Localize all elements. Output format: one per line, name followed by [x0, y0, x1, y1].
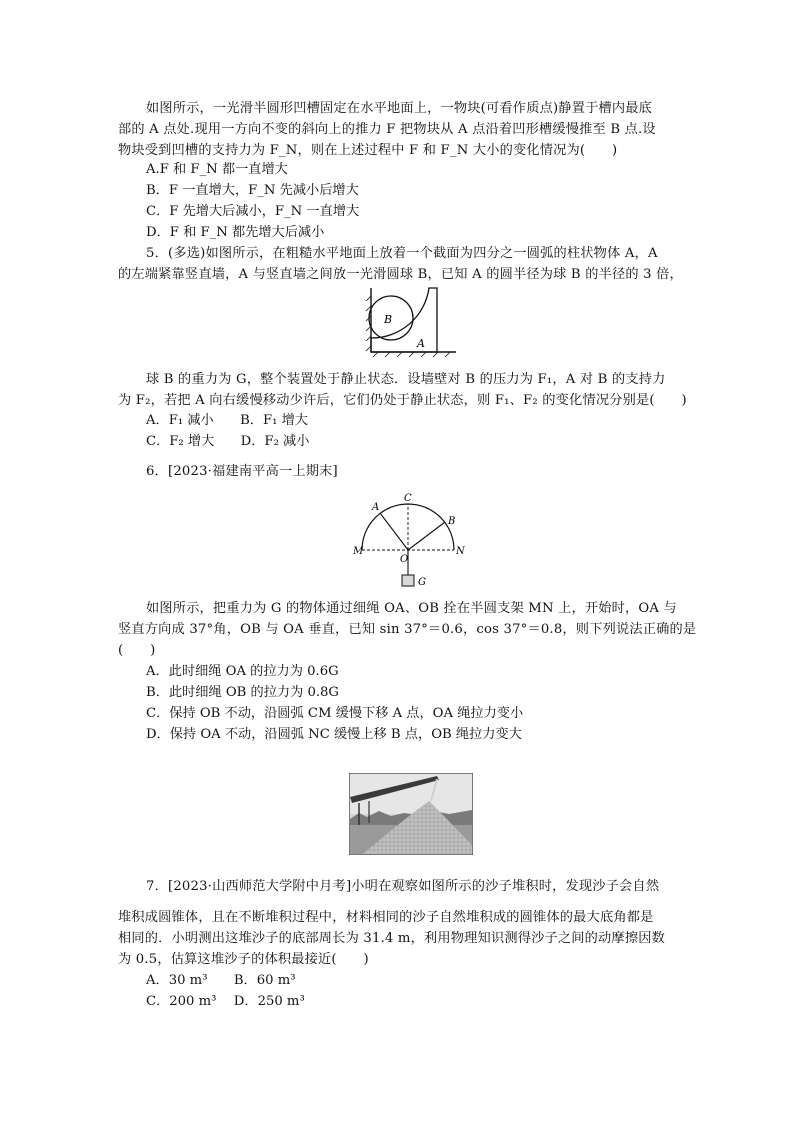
q6-line-2: 竖直方向成 37°角，OB 与 OA 垂直，已知 sin 37°＝0.6，cos 37°＝0.8，则下列说法正确的是 [118, 622, 697, 637]
q7-options-row-2: C．200 m³ D．250 m³ [146, 994, 305, 1009]
q7-line-1: 7．[2023·山西师范大学附中月考]小明在观察如图所示的沙子堆积时，发现沙子会自然 [146, 879, 660, 894]
q5-line-2: 的左端紧靠竖直墙，A 与竖直墙之间放一光滑圆球 B，已知 A 的圆半径为球 B 的半径的 3 倍， [118, 267, 683, 282]
q6-header: 6．[2023·福建南平高一上期末] [146, 464, 338, 479]
q5-options-row-1: A．F₁ 减小 B．F₁ 增大 [146, 413, 308, 428]
q6-option-b: B．此时细绳 OB 的拉力为 0.8G [146, 685, 339, 700]
rope-ob [408, 522, 445, 550]
q6-option-a: A．此时细绳 OA 的拉力为 0.6G [146, 664, 339, 679]
weight-g-label: G [418, 577, 426, 588]
q4-line-3: 物块受到凹槽的支持力为 F_N，则在上述过程中 F 和 F_N 大小的变化情况为( ) [118, 143, 618, 158]
block-a-label: A [417, 337, 425, 350]
q4-option-b: B．F 一直增大，F_N 先减小后增大 [146, 183, 359, 198]
q6-line-1: 如图所示，把重力为 G 的物体通过细绳 OA、OB 拴在半圆支架 MN 上，开始时，OA 与 [146, 601, 677, 616]
point-c-label: C [404, 493, 412, 504]
q7-line-3: 相同的．小明测出这堆沙子的底部周长为 31.4 m，利用物理知识测得沙子之间的动摩擦因数 [118, 931, 665, 946]
ground-hatching [373, 352, 450, 357]
point-a-label: A [372, 502, 380, 513]
q5-line-1: 5．(多选)如图所示，在粗糙水平地面上放着一个截面为四分之一圆弧的柱状物体 A，A [146, 246, 658, 261]
point-o-label: O [400, 554, 409, 565]
q7-line-4: 为 0.5，估算这堆沙子的体积最接近( ) [118, 952, 369, 967]
q6-option-d: D．保持 OA 不动，沿圆弧 NC 缓慢上移 B 点，OB 绳拉力变大 [146, 727, 522, 742]
q5-line-3: 球 B 的重力为 G，整个装置处于静止状态．设墙壁对 B 的压力为 F₁，A 对 B 的支持力 [146, 372, 666, 387]
q5-options-row-2: C．F₂ 增大 D．F₂ 减小 [146, 434, 310, 449]
point-m-label: M [353, 546, 364, 557]
q6-option-c: C．保持 OB 不动，沿圆弧 CM 缓慢下移 A 点，OA 绳拉力变小 [146, 706, 524, 721]
rope-oa [380, 513, 408, 550]
q4-option-c: C．F 先增大后减小，F_N 一直增大 [146, 204, 360, 219]
q5-figure-wall-ball-block [364, 286, 460, 360]
q4-line-1: 如图所示，一光滑半圆形凹槽固定在水平地面上，一物块(可看作质点)静置于槽内最底 [146, 101, 653, 116]
block-a-shape [371, 288, 437, 352]
q7-options-row-1: A．30 m³ B．60 m³ [146, 973, 296, 988]
q7-sand-pile-photo [349, 773, 473, 855]
weight-block [402, 575, 414, 586]
point-b-label: B [448, 516, 456, 527]
q4-option-a: A.F 和 F_N 都一直增大 [146, 162, 288, 177]
q6-line-3: ( ) [118, 643, 156, 658]
point-n-label: N [456, 546, 465, 557]
q6-figure-semicircle-support [352, 490, 468, 590]
q4-option-d: D．F 和 F_N 都先增大后减小 [146, 225, 325, 240]
q5-line-4: 为 F₂，若把 A 向右缓慢移动少许后，它们仍处于静止状态，则 F₁、F₂ 的变化情况分别是( ) [118, 393, 687, 408]
q4-line-2: 部的 A 点处.现用一方向不变的斜向上的推力 F 把物块从 A 点沿着凹形槽缓慢推至 B 点.设 [118, 122, 656, 137]
ball-b-label: B [384, 313, 393, 326]
q7-line-2: 堆积成圆锥体，且在不断堆积过程中，材料相同的沙子自然堆积成的圆锥体的最大底角都是 [118, 910, 654, 925]
